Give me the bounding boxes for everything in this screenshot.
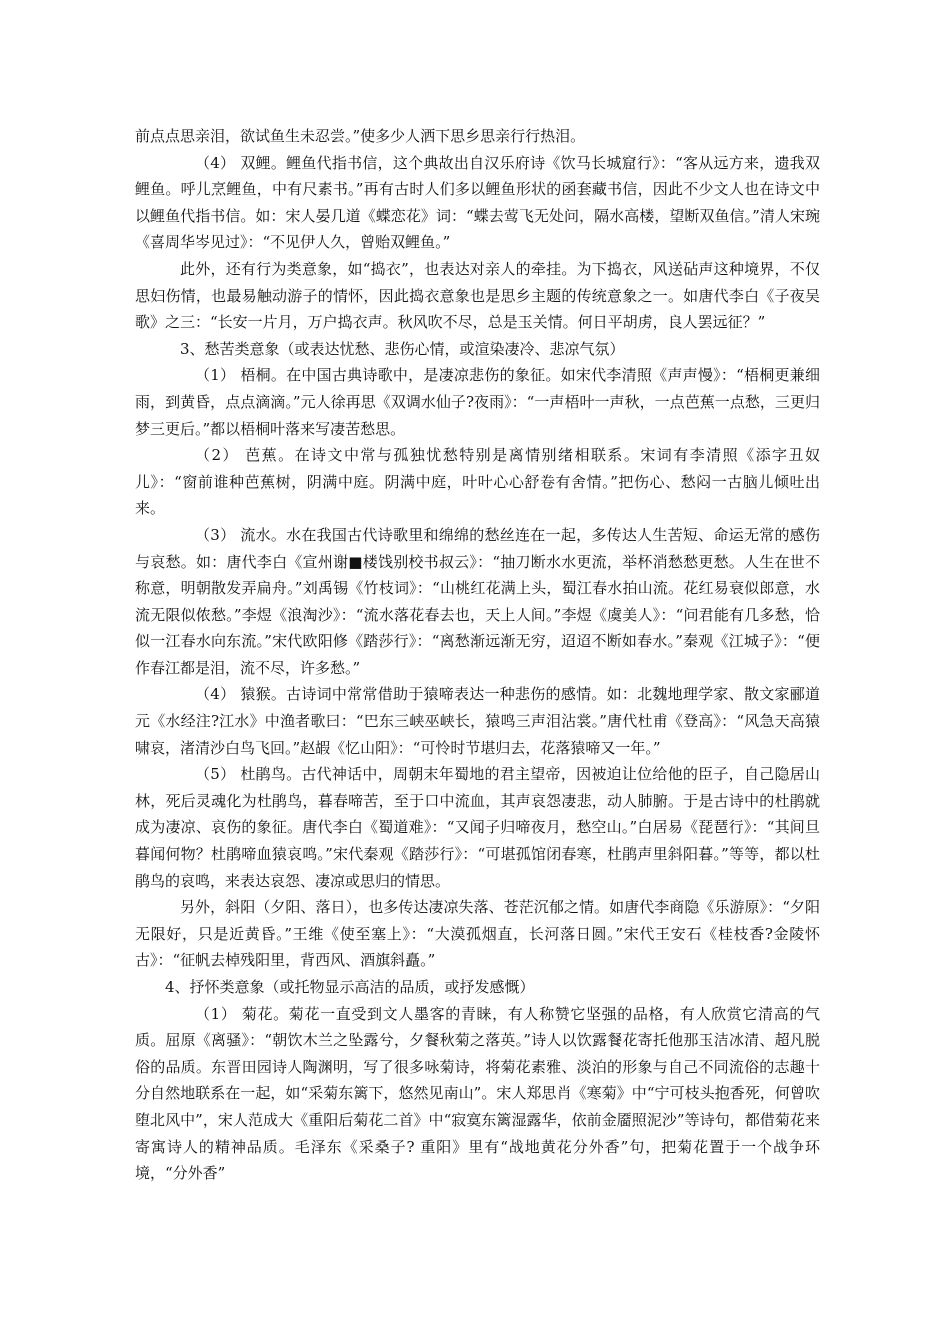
- paragraph-juhua: （1） 菊花。菊花一直受到文人墨客的青睐，有人称赞它坚强的品格，有人欣赏它清高的气质。屈原《离骚》：“朝饮木兰之坠露兮，夕餐秋菊之落英。”诗人以饮露餐花寄托他那玉洁冰清、超凡脱俗的品质。东晋田园诗人陶渊明，写了很多咏菊诗，将菊花素雅、淡泊的形象与自己不同流俗的志趣十分自然地联系在一起，如“采菊东篱下，悠然见南山”。宋人郑思肖《寒菊》中“宁可枝头抱香死，何曾吹堕北风中”，宋人范成大《重阳后菊花二首》中“寂寞东篱湿露华，依前金靥照泥沙”等诗句，都借菊花来寄寓诗人的精神品质。毛泽东《采桑子? 重阳》里有“战地黄花分外香”句，把菊花置于一个战争环境，“分外香”: [135, 1004, 820, 1183]
- paragraph-continuation: 前点点思亲泪，欲试鱼生未忍尝。”使多少人洒下思乡思亲行行热泪。: [135, 127, 586, 145]
- paragraph-yuanhou: （4） 猿猴。古诗词中常常借助于猿啼表达一种悲伤的感情。如：北魏地理学家、散文家郦道元《水经注?江水》中渔者歌曰：“巴东三峡巫峡长，猿鸣三声泪沾裳。”唐代杜甫《登高》：“风急天高猿啸哀，渚清沙白鸟飞回。”赵嘏《忆山阳》：“可怜时节堪归去，花落猿啼又一年。”: [135, 685, 820, 757]
- paragraph-shuangli: （4） 双鲤。鲤鱼代指书信，这个典故出自汉乐府诗《饮马长城窟行》：“客从远方来，遗我双鲤鱼。呼儿烹鲤鱼，中有尺素书。”再有古时人们多以鲤鱼形状的函套藏书信，因此不少文人也在诗文中以鲤鱼代指书信。如：宋人晏几道《蝶恋花》词：“蝶去莺飞无处问，隔水高楼，望断双鱼信。”清人宋琬《喜周华岑见过》：“不见伊人久，曾贻双鲤鱼。”: [135, 153, 820, 252]
- document-body: [135, 123, 820, 1187]
- paragraph-dujuan: （5） 杜鹃鸟。古代神话中，周朝末年蜀地的君主望帝，因被迫让位给他的臣子，自己隐居山林，死后灵魂化为杜鹃鸟，暮春啼苦，至于口中流血，其声哀怨凄悲，动人肺腑。于是古诗中的杜鹃就成为凄凉、哀伤的象征。唐代李白《蜀道难》：“又闻子归啼夜月，愁空山。”白居易《琵琶行》：“其间旦暮闻何物？杜鹃啼血猿哀鸣。”宋代秦观《踏莎行》：“可堪孤馆闭春寒，杜鹃声里斜阳暮。”等等，都以杜鹃鸟的哀鸣，来表达哀怨、凄凉或思归的情思。: [135, 765, 820, 890]
- paragraph-xieyang: 另外，斜阳（夕阳、落日），也多传达凄凉失落、苍茫沉郁之情。如唐代李商隐《乐游原》：“夕阳无限好，只是近黄昏。”王维《使至塞上》：“大漠孤烟直，长河落日圆。”宋代王安石《桂枝香?金陵怀古》：“征帆去棹残阳里，背西风、酒旗斜矗。”: [135, 898, 820, 970]
- paragraph-wutong: （1） 梧桐。在中国古典诗歌中，是凄凉悲伤的象征。如宋代李清照《声声慢》：“梧桐更兼细雨，到黄昏，点点滴滴。”元人徐再思《双调水仙子?夜雨》：“一声梧叶一声秋，一点芭蕉一点愁，三更归梦三更后。”都以梧桐叶落来写凄苦愁思。: [135, 366, 820, 438]
- section-heading-chouku: 3、愁苦类意象（或表达忧愁、悲伤心情，或渲染凄冷、悲凉气氛）: [180, 339, 625, 358]
- paragraph-bajiao: （2） 芭蕉。在诗文中常与孤独忧愁特别是离情别绪相联系。宋词有李清照《添字丑奴儿》：“窗前谁种芭蕉树，阴满中庭。阴满中庭，叶叶心心舒卷有舍情。”把伤心、愁闷一古脑儿倾吐出来。: [135, 446, 820, 518]
- section-heading-shuhuai: 4、抒怀类意象（或托物显示高洁的品质，或抒发感慨）: [165, 978, 535, 996]
- paragraph-liushui: （3） 流水。水在我国古代诗歌里和绵绵的愁丝连在一起，多传达人生苦短、命运无常的感伤与哀愁。如：唐代李白《宣州谢■楼饯别校书叔云》：“抽刀断水水更流，举杯消愁愁更愁。人生在世不称意，明朝散发弄扁舟。”刘禹锡《竹枝词》：“山桃红花满上头，蜀江春水拍山流。花红易衰似郎意，水流无限似侬愁。”李煜《浪淘沙》：“流水落花春去也，天上人间。”李煜《虞美人》：“问君能有几多愁，恰似一江春水向东流。”宋代欧阳修《踏莎行》：“离愁渐远渐无穷，迢迢不断如春水。”秦观《江城子》：“便作春江都是泪，流不尽，许多愁。”: [135, 525, 820, 677]
- paragraph-daoyi: 此外，还有行为类意象，如“捣衣”，也表达对亲人的牵挂。为下捣衣，风送砧声这种境界，不仅思妇伤情，也最易触动游子的情怀，因此捣衣意象也是思乡主题的传统意象之一。如唐代李白《子夜吴歌》之三：“长安一片月，万户捣衣声。秋风吹不尽，总是玉关情。何日平胡虏，良人罢远征？”: [135, 259, 820, 332]
